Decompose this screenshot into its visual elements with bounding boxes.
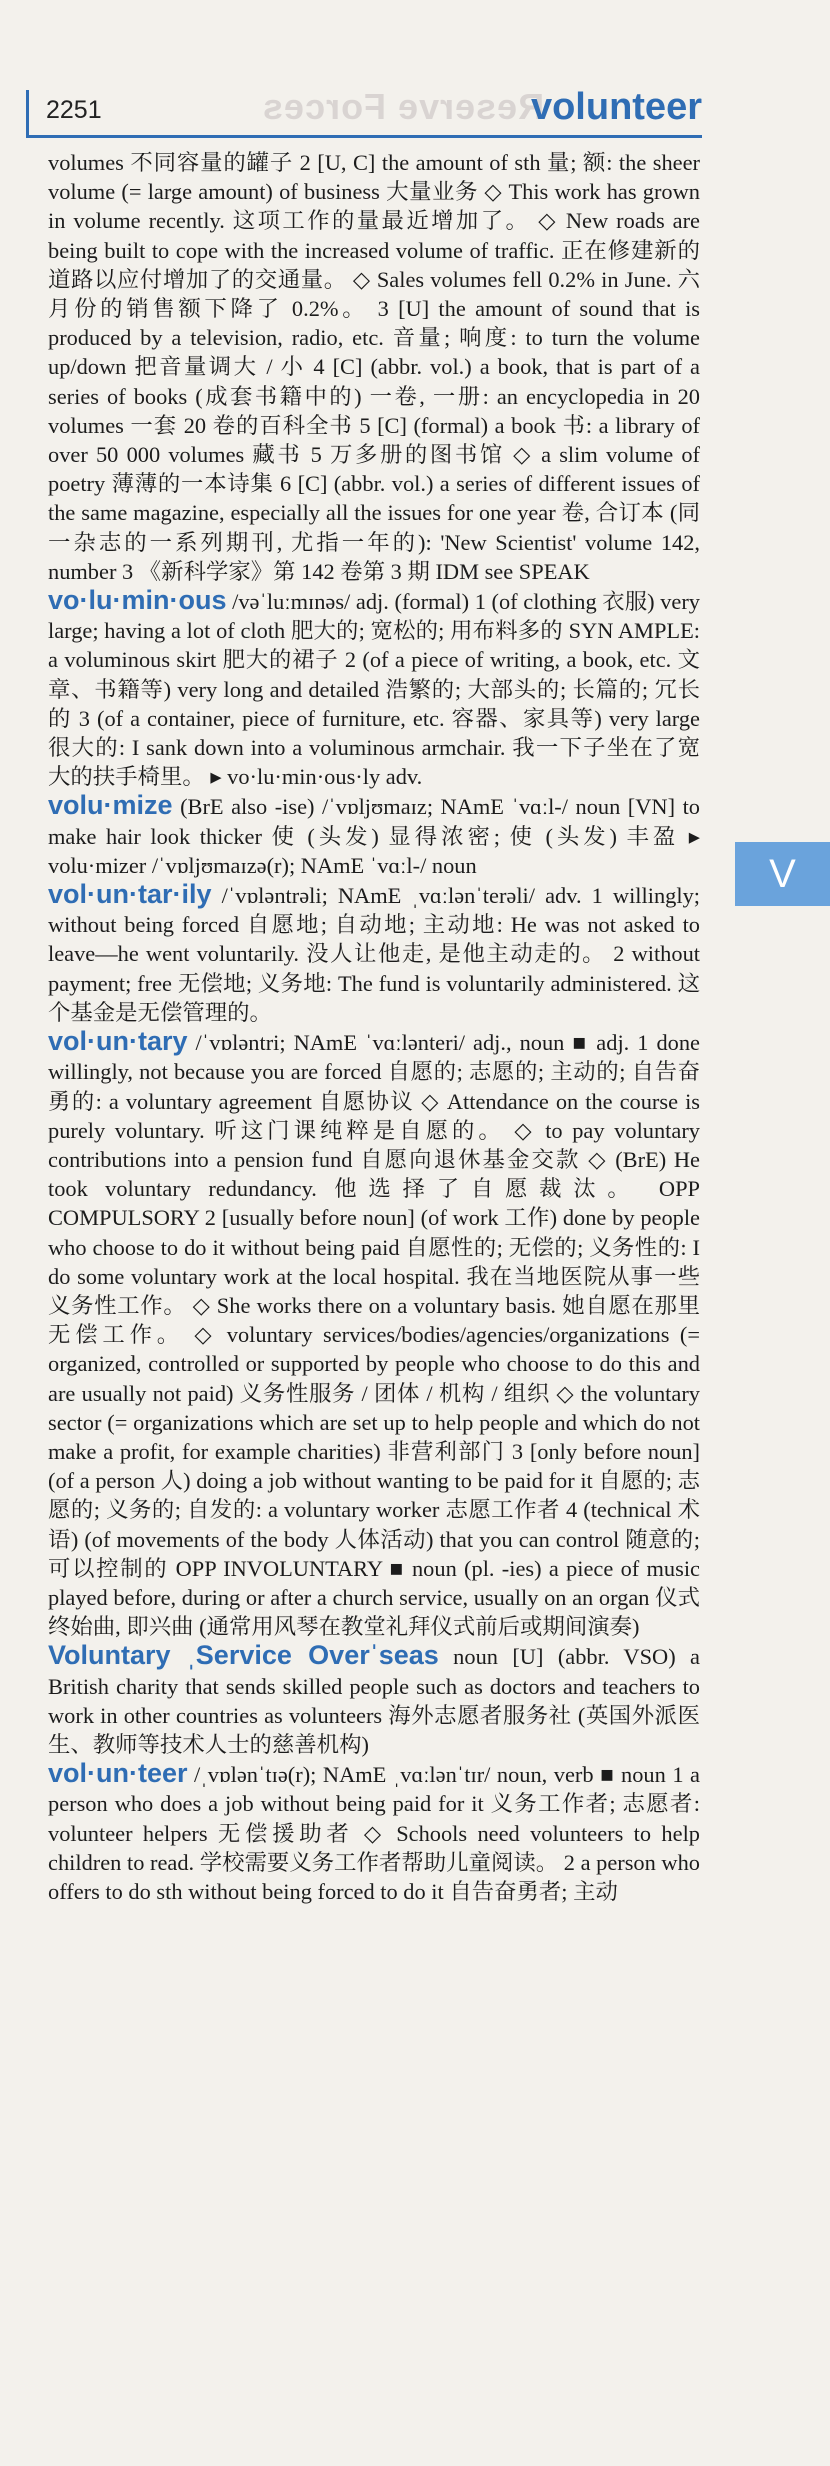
entry-text: /ˈvɒləntri; NAmE ˈvɑːlənteri/ adj., noun ■ adj. 1 done willingly, not because you are forced 自愿的; 志愿的; 主动的; 自告奋勇的: a voluntary agreement 自愿协议 ◇ Attendance on the course is purely voluntary. 听这门课纯粹是自愿的。 ◇ to pay voluntary contributions into a pension fund 自愿向退休基金交款 ◇ (BrE) He took voluntary redundancy. 他选择了自愿裁汰。 OPP COMPULSORY 2 [usually before noun] (of work 工作) done by people who choose to do it without being paid 自愿性的; 无偿的; 义务性的: I do some voluntary work at the local hospital. 我在当地医院从事一些义务性工作。 ◇ She works there on a voluntary basis. 她自愿在那里无偿工作。 ◇ voluntary services/bodies/agencies/organizations (= organized, controlled or supported by people who choose to do this and are usually not paid) 义务性服务 / 团体 / 机构 / 组织 ◇ the voluntary sector (= organizations which are set up to help people and which do not make a profit, for example charities) 非营利部门 3 [only before noun] (of a person 人) doing a job without wanting to be paid for it 自愿的; 志愿的; 义务的; 自发的: a voluntary worker 志愿工作者 4 (technical 术语) (of movements of the body 人体活动) that you can control 随意的; 可以控制的 OPP INVOLUNTARY ■ noun (pl. -ies) a piece of music played before, during or after a church service, usually on an organ 仪式终始曲, 即兴曲 (通常用风琴在教堂礼拜仪式前后或期间演奏) [48, 1030, 700, 1640]
entry-text: volumes 不同容量的罐子 2 [U, C] the amount of sth 量; 额: the sheer volume (= large amount) of business 大量业务 ◇ This work has grown in volume recently. 这项工作的量最近增加了。 ◇ New roads are being built to cope with the increased volume of traffic. 正在修建新的道路以应付增加了的交通量。 ◇ Sales volumes fell 0.2% in June. 六月份的销售额下降了 0.2%。 3 [U] the amount of sound that is produced by a television, radio, etc. 音量; 响度: to turn the volume up/down 把音量调大 / 小 4 [C] (abbr. vol.) a book, that is part of a series of books (成套书籍中的) 一卷, 一册: an encyclopedia in 20 volumes 一套 20 卷的百科全书 5 [C] (formal) a book 书: a library of over 50 000 volumes 藏书 5 万多册的图书馆 ◇ a slim volume of poetry 薄薄的一本诗集 6 [C] (abbr. vol.) a series of different issues of the same magazine, especially all the issues for one year 卷, 合订本 (同一杂志的一系列期刊, 尤指一年的): 'New Scientist' volume 142, number 3 《新科学家》第 142 卷第 3 期 IDM see SPEAK [48, 150, 700, 584]
headword: volu·mize [48, 790, 173, 821]
entry-text: noun [U] (abbr. VSO) a British charity that sends skilled people such as doctors and teachers to work in other countries as volunteers 海外志愿者服务社 (英国外派医生、教师等技术人士的慈善机构) [48, 1644, 700, 1757]
entry-voluntarily [48, 880, 700, 1027]
entry-volume-continuation [48, 148, 700, 586]
page-number: 2251 [46, 96, 102, 124]
entry-text: /vəˈluːmɪnəs/ adj. (formal) 1 (of clothing 衣服) very large; having a lot of cloth 肥大的; 宽松的; 用布料多的 SYN AMPLE: a voluminous skirt 肥大的裙子 2 (of a piece of writing, a book, etc. 文章、书籍等) very long and detailed 浩繁的; 大部头的; 长篇的; 冗长的 3 (of a container, piece of furniture, etc. 容器、家具等) very large 很大的: I sank down into a voluminous armchair. 我一下子坐在了宽大的扶手椅里。 ▸ vo·lu·min·ous·ly adv. [48, 589, 700, 790]
entry-text: /ˌvɒlənˈtɪə(r); NAmE ˌvɑːlənˈtɪr/ noun, verb ■ noun 1 a person who does a job without being paid for it 义务工作者; 志愿者: volunteer helpers 无偿援助者 ◇ Schools need volunteers to help children to read. 学校需要义务工作者帮助儿童阅读。 2 a person who offers to do sth without being forced to do it 自告奋勇者; 主动 [48, 1762, 700, 1904]
entry-voluntary [48, 1027, 700, 1641]
headword: Voluntary ˌService Overˈseas [48, 1640, 439, 1671]
dictionary-column [48, 148, 700, 1906]
headword: vol·un·tar·ily [48, 879, 212, 910]
entry-vso [48, 1641, 700, 1759]
entry-text: (BrE also -ise) /ˈvɒljʊmaɪz; NAmE ˈvɑːl-/ noun [VN] to make hair look thicker 使 (头发) 显得浓密; 使 (头发) 丰盈 ▸ volu·mizer /ˈvɒljʊmaɪzə(r); NAmE ˈvɑːl-/ noun [48, 794, 700, 878]
entry-voluminous [48, 586, 700, 791]
header-rule-vertical [26, 90, 29, 138]
entry-volumize [48, 791, 700, 880]
show-through-text: Reserve Forces [262, 86, 545, 127]
headword: vol·un·tary [48, 1026, 188, 1057]
entry-volunteer [48, 1759, 700, 1906]
guide-word: volunteer [530, 86, 702, 128]
thumb-letter: V [769, 851, 796, 896]
headword: vol·un·teer [48, 1758, 188, 1789]
header-rule-horizontal [26, 135, 702, 138]
thumb-index-tab[interactable] [735, 842, 830, 906]
headword: vo·lu·min·ous [48, 585, 227, 616]
entry-text: /ˈvɒləntrəli; NAmE ˌvɑːlənˈterəli/ adv. 1 willingly; without being forced 自愿地; 自动地; 主动地: He was not asked to leave—he went voluntarily. 没人让他走, 是他主动走的。 2 without payment; free 无偿地; 义务地: The fund is voluntarily administered. 这个基金是无偿管理的。 [48, 883, 700, 1025]
